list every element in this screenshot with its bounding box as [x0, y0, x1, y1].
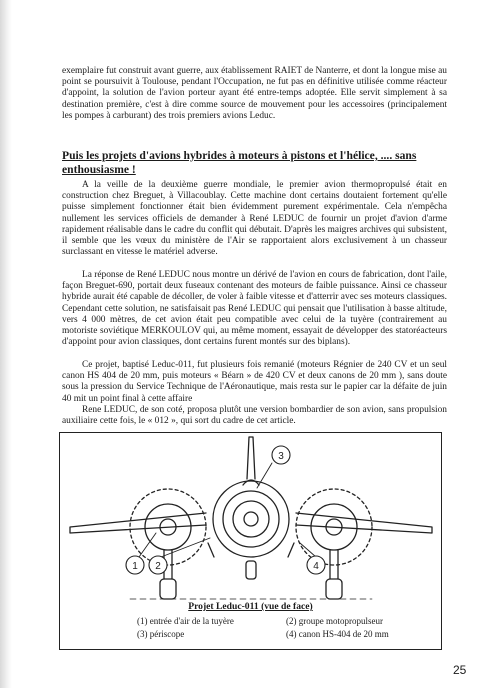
callout-label-3: 3: [278, 451, 284, 462]
body-paragraph-4: Rene LEDUC, de son coté, proposa plutôt une version bombardier de son avion, sans propulsion auxiliaire cette fois, le « 012 », qui sort du cadre de cet article.: [62, 405, 447, 427]
body-paragraph-2: La réponse de René LEDUC nous montre un dérivé de l'avion en cours de fabrication, dont l'aile, façon Breguet-690, portait deux fuseaux contenant des moteurs de faible puissance. Ainsi ce chasseur hybride aurait été capable de décoller, de voler à faible vitesse et d'atterrir avec ses moteurs classiques. Cependant cette solution, ne satisfaisait pas René LEDUC qui pensait que l'utilisation à basse altitude, vers 4 000 mètres, de cet avion était peu compatible avec celui de la tuyère (contrairement au motoriste soviétique MERKOULOV qui, au même moment, essayait de développer des statoréacteurs d'appoint pour avion classiques, dont certains furent montés sur des biplans).: [62, 270, 447, 348]
leduc-011-front-view-drawing: [60, 433, 443, 651]
callout-line-3: [257, 463, 272, 488]
left-cannon: [208, 543, 214, 557]
legend-item-1: (1) entrée d'air de la tuyère: [137, 616, 234, 626]
body-paragraph-1: A la veille de la deuxième guerre mondiale, le premier avion thermopropulsé était en construction chez Breguet, à Villacoublay. Cette machine dont certains doutaient fortement qu'elle puisse simplement fonctionner était bien évidemment purement expérimentale. Cela n'empêcha nullement les services officiels de demander à René LEDUC de fournir un projet d'avion d'arme rapidement réalisable dans le cadre du conflit qui débutait. D'après les maigres archives qui subsistent, il semble que les vœux du ministère de l'Air se rapportaient alors exclusivement à un chasseur surclassant en vitesse le matériel adverse.: [62, 180, 447, 258]
callout-label-1: 1: [132, 561, 138, 572]
central-cone: [244, 512, 258, 526]
left-wheel: [160, 579, 176, 599]
page-edge-shadow: [0, 0, 12, 688]
legend-item-3: (3) périscope: [137, 629, 185, 639]
air-intake-outer: [223, 491, 279, 547]
figure-caption: Projet Leduc-011 (vue de face): [188, 601, 313, 612]
right-cannon: [288, 543, 294, 557]
aircraft-figure: [59, 432, 442, 650]
fuselage-outline: [213, 481, 289, 557]
section-heading: Puis les projets d'avions hybrides à moteurs à pistons et l'hélice, .... sans enthousiasme !: [62, 149, 417, 176]
callout-label-4: 4: [313, 561, 319, 572]
callout-label-2: 2: [155, 561, 161, 572]
right-wheel: [326, 579, 342, 599]
left-wing: [70, 513, 206, 533]
callout-line-4: [300, 543, 316, 557]
legend-item-4: (4) canon HS-404 de 20 mm: [286, 629, 389, 639]
intro-paragraph: exemplaire fut construit avant guerre, aux établissement RAIET de Nanterre, et dont la longue mise au point se poursuivit à Toulouse, pendant l'Occupation, ne fut pas en définitive utilisée comme réacteur d'appoint, la solution de l'avion porteur ayant été entre-temps adoptée. Elle servit simplement à sa destination première, c'est à dire comme source de mouvement pour les accessoires (principalement les pompes à carburant) des trois premiers avions Leduc.: [62, 66, 447, 121]
vertical-fin: [247, 437, 255, 479]
right-wing: [296, 513, 432, 533]
body-paragraph-3: Ce projet, baptisé Leduc-011, fut plusieurs fois remanié (moteurs Régnier de 240 CV et un seul canon HS 404 de 20 mm, puis moteurs « Béarn » de 420 CV et deux canons de 20 mm ), sans doute sous la pression du Service Technique de l'Aéronautique, mais resta sur le papier car la défaite de juin 40 mit un point final à cette affaire: [62, 360, 447, 404]
legend-item-2: (2) groupe motopropulseur: [286, 616, 383, 626]
page-number: 25: [453, 663, 467, 677]
air-intake-inner: [233, 501, 269, 537]
tail-wheel: [246, 561, 256, 579]
callout-line-2: [161, 538, 210, 557]
